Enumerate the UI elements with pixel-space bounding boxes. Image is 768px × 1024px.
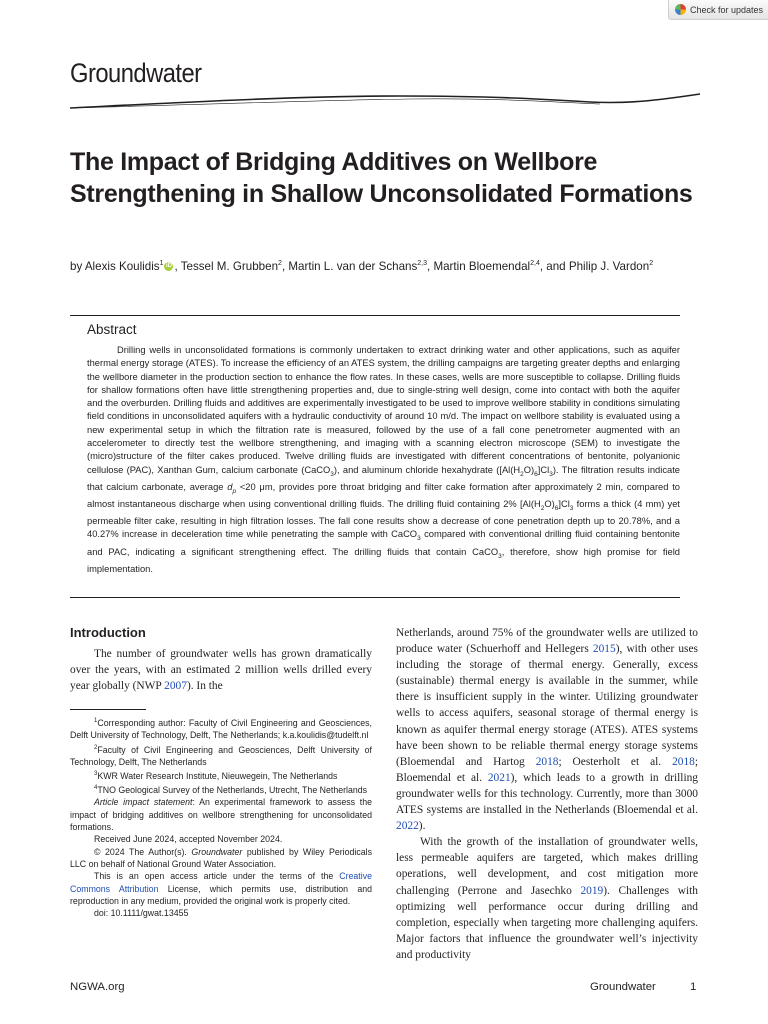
crossmark-icon (675, 4, 686, 15)
citation-link[interactable]: 2018 (672, 755, 695, 768)
orcid-icon[interactable]: iD (165, 263, 172, 270)
footnote-2: $^2$Faculty of Civil Engineering and Geosciences, Delft University of Technology, Delft, The Netherlands (70, 744, 372, 767)
citation-link[interactable]: 2007 (164, 680, 187, 693)
author-name: Alexis Koulidis (84, 260, 160, 273)
check-updates-label: Check for updates (690, 4, 764, 15)
citation-link[interactable]: 2018 (535, 755, 559, 768)
license-notice: This is an open access article under the terms of the Creative Commons Attribution License, which permits use, distribution and reproduction in any medium, provided the original work is properly cited. (70, 871, 373, 906)
copyright-notice: © 2024 The Author(s). Groundwater published by Wiley Periodicals LLC on behalf of National Ground Water Association. (70, 846, 372, 869)
footer-site: NGWA.org (70, 981, 125, 993)
citation-link[interactable]: 2022 (396, 820, 419, 833)
introduction-paragraph: The number of groundwater wells has grown dramatically over the years, with an estimated 2 million wells drilled every year globally (NWP 2007). In the (70, 648, 372, 693)
footnote-3: $^3$KWR Water Research Institute, Nieuwegein, The Netherlands (94, 770, 338, 781)
footnote-4: $^4$TNO Geological Survey of the Netherlands, Utrecht, The Netherlands (94, 785, 368, 796)
abstract-top-rule (70, 315, 680, 316)
author-name: , Martin Bloemendal (427, 260, 531, 273)
author-prefix: by (70, 260, 85, 273)
author-name: , and Philip J. Vardon (539, 260, 650, 273)
citation-link[interactable]: 2015 (592, 643, 616, 656)
author-line (70, 260, 710, 273)
author-affiliation-sup: 2 (649, 260, 654, 268)
citation-link[interactable]: 2021 (487, 771, 511, 784)
author-affiliation-sup: 2 (278, 260, 282, 268)
footnotes (70, 715, 372, 919)
footnote-1: $^1$Corresponding author: Faculty of Civil Engineering and Geosciences, Delft University of Technology, Delft, The Netherlands; k.a.koulidis@tudelft.nl (70, 717, 372, 741)
abstract-bottom-rule (70, 597, 680, 598)
abstract-heading: Abstract (87, 322, 137, 337)
right-column-body (396, 625, 698, 963)
header-swoosh-decoration (70, 90, 700, 114)
author-affiliation-sup: 1 (159, 260, 164, 268)
body-paragraph: With the growth of the installation of groundwater wells, less permeable aquifers are targeted, which makes drilling operations, well development, and cost mitigation more challenging (Perrone and Jasechko 2019). Challenges with optimizing well performance occur during drilling and completion, especially when targeting more challenging aquifers. Major factors that influence the groundwater well’s injectivity and productivity (396, 836, 699, 961)
footer-journal: Groundwater (590, 981, 656, 993)
author-name: , Tessel M. Grubben (174, 260, 279, 273)
article-impact-statement: Article impact statement: An experimental framework to assess the impact of bridging additives on wellbore strengthening for unconsolidated formations. (70, 797, 372, 833)
body-paragraph: Netherlands, around 75% of the groundwater wells are utilized to produce water (Schuerhoff and Hellegers 2015), with other uses including the storage of thermal energy. Generally, excess (sustainable) thermal energy is available in the summer, while there is insufficient supply in the winter. Utilizing groundwater wells to access aquifers, seasonal storage of thermal energy is known as aquifer thermal energy storage (ATES). ATES systems have been shown to be reliable thermal energy storage systems (Bloemendal and Hartog 2018; Oesterholt et al. 2018; Bloemendal et al. 2021), which leads to a growth in drilling groundwater wells for this technology. Currently, more than 3000 ATES systems are installed in the Netherlands (Bloemendal et al. 2022). (396, 627, 699, 833)
doi: doi: 10.1111/gwat.13455 (94, 908, 189, 919)
abstract-text: Drilling wells in unconsolidated formations is commonly undertaken to extract drinking water and other applications, such as aquifer thermal energy storage (ATES). To increase the efficiency of an ATES system, the drilling campaigns are targeting greater depths and enlarging the wellbore diameter in the production section to enhance the flow rates. In these cases, wells are more susceptible to collapse. Drilling fluids for shallow formations often have little strengthening properties and, due to single-string well design, come into contact with both the aquifer and the overburden. Drilling fluids and additives are experimentally investigated to be used to improve wellbore stability in conditions simulating field conditions in unconsolidated aquifers with a hydraulic conductivity of around 10 m/d. The impact on wellbore stability is evaluated using a new experimental setup in which the filtration rate is measured, followed by the use of a fall cone penetrometer augmented with an accelerometer to directly test the wellbore strengthening, and imaging with a scanning electron microscope (SEM) to investigate the (micro)structure of the filter cakes produced. Twelve drilling fluids are investigated with different concentrations of bentonite, polyanionic cellulose (PAC), Xanthan Gum, calcium carbonate (CaCO$_3$), and aluminum chloride hexahydrate $([Al(H_2O)_6]Cl_3)$. The filtration results indicate that calcium carbonate, average $d_p <20$ μm, provides pore throat bridging and filter cake formation after approximately 2 min, compared to almost instantaneous discharge when using conventional drilling fluids. The drilling fluid containing 2% $[Al(H_2O)_6]Cl_3$ forms a thick (4 mm) yet permeable filter cake, resulting in high filtration losses. The fall cone results show a decrease of cone penetration depth up to 20.78%, and a 40.27% increase in deceleration time while penetrating the sample with CaCO$_3$ compared with conventional drilling fluid containing bentonite and PAC, indicating a significant strengthening effect. The drilling fluids that contain CaCO$_3$, therefore, show high promise for field implementation. (87, 345, 681, 574)
citation-link[interactable]: 2019 (580, 884, 604, 897)
paper-title: The Impact of Bridging Additives on Wellbore Strengthening in Shallow Unconsolidated Formations (70, 148, 693, 208)
introduction-heading: Introduction (70, 625, 146, 640)
journal-name: Groundwater (70, 58, 202, 88)
page-number: 1 (690, 981, 697, 993)
received-dates: Received June 2024, accepted November 2024. (94, 834, 283, 845)
author-affiliation-sup: 2,3 (417, 260, 427, 268)
creative-commons-link[interactable]: Creative Commons Attribution (70, 871, 372, 894)
check-for-updates-button[interactable] (668, 0, 768, 20)
footnote-rule (70, 709, 146, 710)
author-affiliation-sup: 2,4 (530, 260, 540, 268)
author-name: , Martin L. van der Schans (281, 260, 418, 273)
